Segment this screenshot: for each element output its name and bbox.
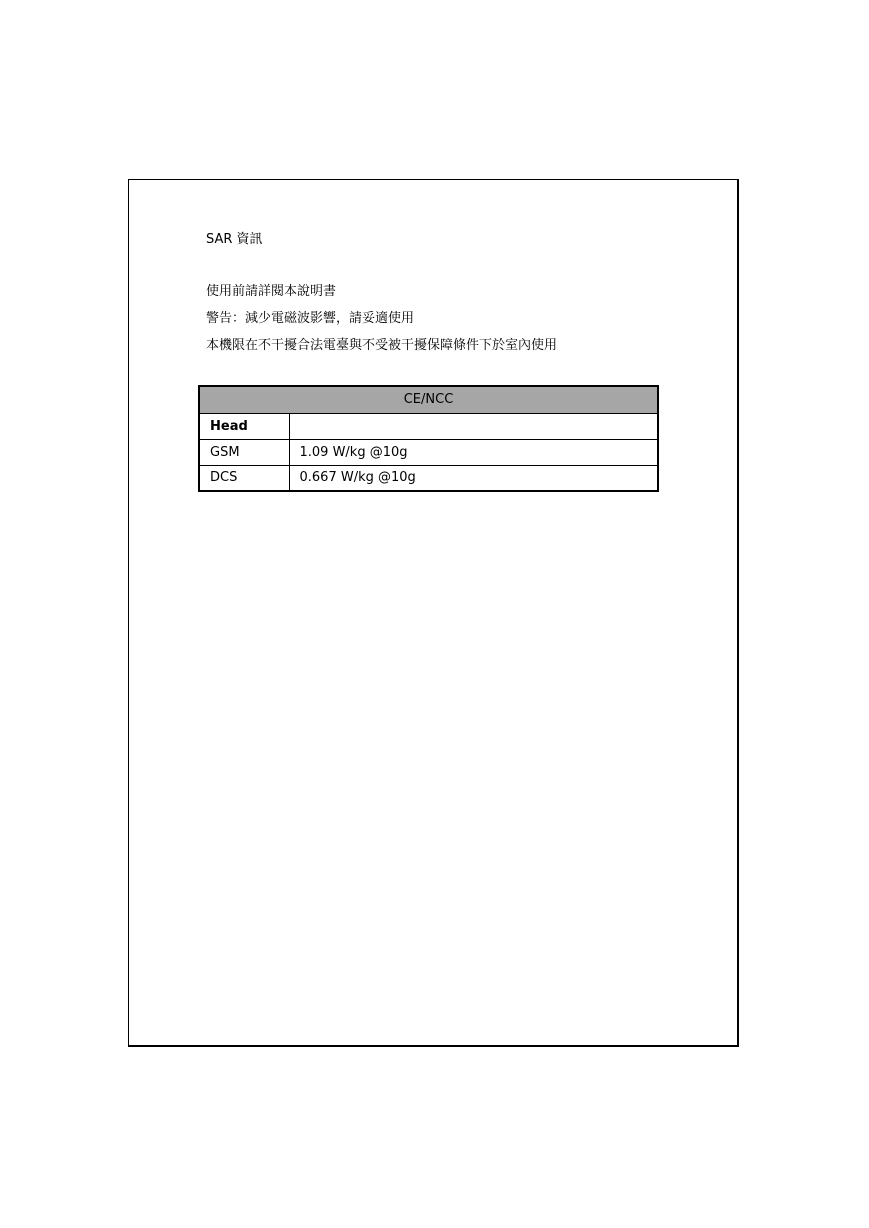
row-label-head: Head <box>199 413 289 439</box>
sar-table <box>198 385 659 492</box>
table-row <box>199 439 658 465</box>
table-header-row <box>199 386 658 413</box>
table-row <box>199 413 658 439</box>
notice-emf-warning: 警告：減少電磁波影響，請妥適使用 <box>206 311 415 326</box>
page-title: SAR 資訊 <box>206 232 263 247</box>
row-label-dcs: DCS <box>199 465 289 491</box>
row-value-gsm: 1.09 W/kg @10g <box>289 439 658 465</box>
table-row <box>199 465 658 491</box>
row-value-dcs: 0.667 W/kg @10g <box>289 465 658 491</box>
table-header: CE/NCC <box>199 386 658 413</box>
notice-indoor-use: 本機限在不干擾合法電臺與不受被干擾保障條件下於室內使用 <box>206 338 558 353</box>
row-value-head <box>289 413 658 439</box>
row-label-gsm: GSM <box>199 439 289 465</box>
notice-read-manual: 使用前請詳閱本說明書 <box>206 284 337 299</box>
